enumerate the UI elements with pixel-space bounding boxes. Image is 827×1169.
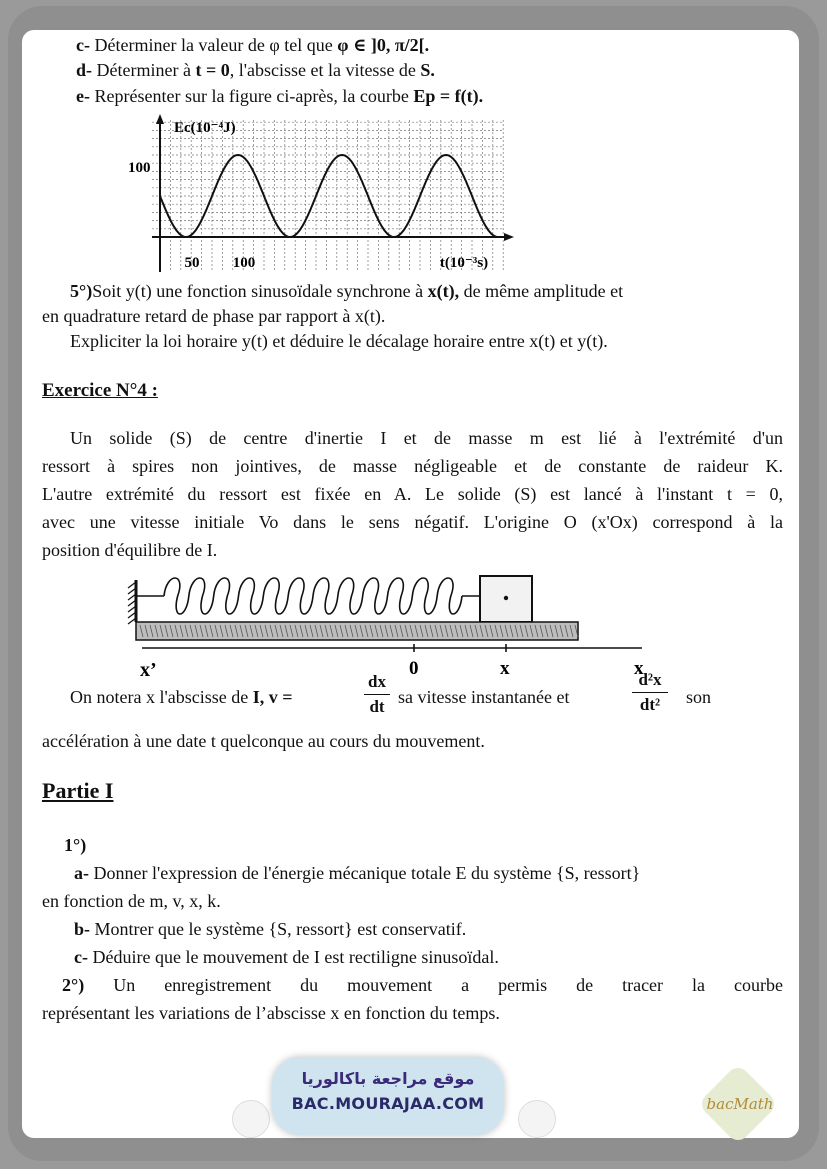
y-axis-arrow [156,114,164,124]
notation-end: son [686,687,712,707]
partie-1-q2-cont: représentant les variations de l’abscisse x en fonction du temps. [42,1003,500,1023]
y-tick-label: 100 [128,160,151,176]
banner-arabic: موقع مراجعة باكالوريا [301,1069,475,1088]
y-axis-label: Ec(10⁻⁴J) [174,120,236,136]
label-x: x [500,658,510,679]
spring-figure [122,570,672,682]
question-5-line2: en quadrature retard de phase par rapport à x(t). [42,306,386,326]
x-tick-label-100: 100 [232,255,256,271]
notation-line1-start: On notera x l'abscisse de I, v = [70,687,293,707]
left-seal-icon [232,1100,270,1138]
ex4-line-1: Un solide (S) de centre d'inertie I et de masse m est lié à l'extrémité d'un [70,428,783,448]
inertia-center [504,596,508,600]
spring [164,578,462,614]
ex4-line-4: avec une vitesse initiale Vo dans le sens négatif. L'origine O (x'Ox) correspond à la [42,512,783,532]
ex4-line-2: ressort à spires non jointives, de masse négligeable et de constante de raideur K. [42,456,783,476]
acceleration-fraction: d²x dt² [632,670,668,715]
partie-1-q2: 2°) Un enregistrement du mouvement a permis de tracer la courbe [62,975,783,995]
partie-1-title: Partie I [42,778,114,803]
label-x-end: x [634,658,644,679]
label-origin: 0 [409,658,419,679]
ex4-line-3: L'autre extrémité du ressort est fixée en A. Le solide (S) est lancé à l'instant t = 0, [42,484,783,504]
partie-1-q1a-cont: en fonction de m, v, x, k. [42,891,221,911]
exercise-4-title: Exercice N°4 : [42,380,158,401]
x-axis-arrow [504,233,514,241]
bacmath-logo-text: bacMath [706,1095,774,1113]
right-seal-icon [518,1100,556,1138]
chart-grid [152,120,503,272]
notation-mid: sa vitesse instantanée et [398,687,570,707]
question-5-line3: Expliciter la loi horaire y(t) et déduire le décalage horaire entre x(t) et y(t). [70,331,608,351]
ex4-line-5: position d'équilibre de I. [42,540,218,560]
notation-line2: accélération à une date t quelconque au cours du mouvement. [42,731,485,751]
partie-1-q1: 1°) [64,835,87,855]
velocity-fraction: dx dt [364,672,390,717]
question-d: d- Déterminer à t = 0, l'abscisse et la vitesse de S. [76,60,435,80]
energy-chart [122,112,522,278]
site-banner[interactable] [272,1057,504,1135]
question-c: c- Déterminer la valeur de φ tel que φ ∈ ]0, π/2[. [76,35,430,55]
x-axis-label: t(10⁻³s) [439,255,489,271]
partie-1-q1b: b- Montrer que le système {S, ressort} est conservatif. [74,919,467,939]
partie-1-q1a: a- Donner l'expression de l'énergie mécanique totale E du système {S, ressort} [74,863,641,883]
label-xprime: x’ [140,659,157,681]
x-tick-label-50: 50 [184,255,200,271]
document-page [22,30,799,1138]
partie-1-q1c: c- Déduire que le mouvement de I est rectiligne sinusoïdal. [74,947,499,967]
banner-site[interactable]: BAC.MOURAJAA.COM [291,1094,485,1113]
question-5-line1: 5°)Soit y(t) une fonction sinusoïdale synchrone à x(t), de même amplitude et [70,281,624,301]
question-e: e- Représenter sur la figure ci-après, la courbe Ep = f(t). [76,86,484,106]
